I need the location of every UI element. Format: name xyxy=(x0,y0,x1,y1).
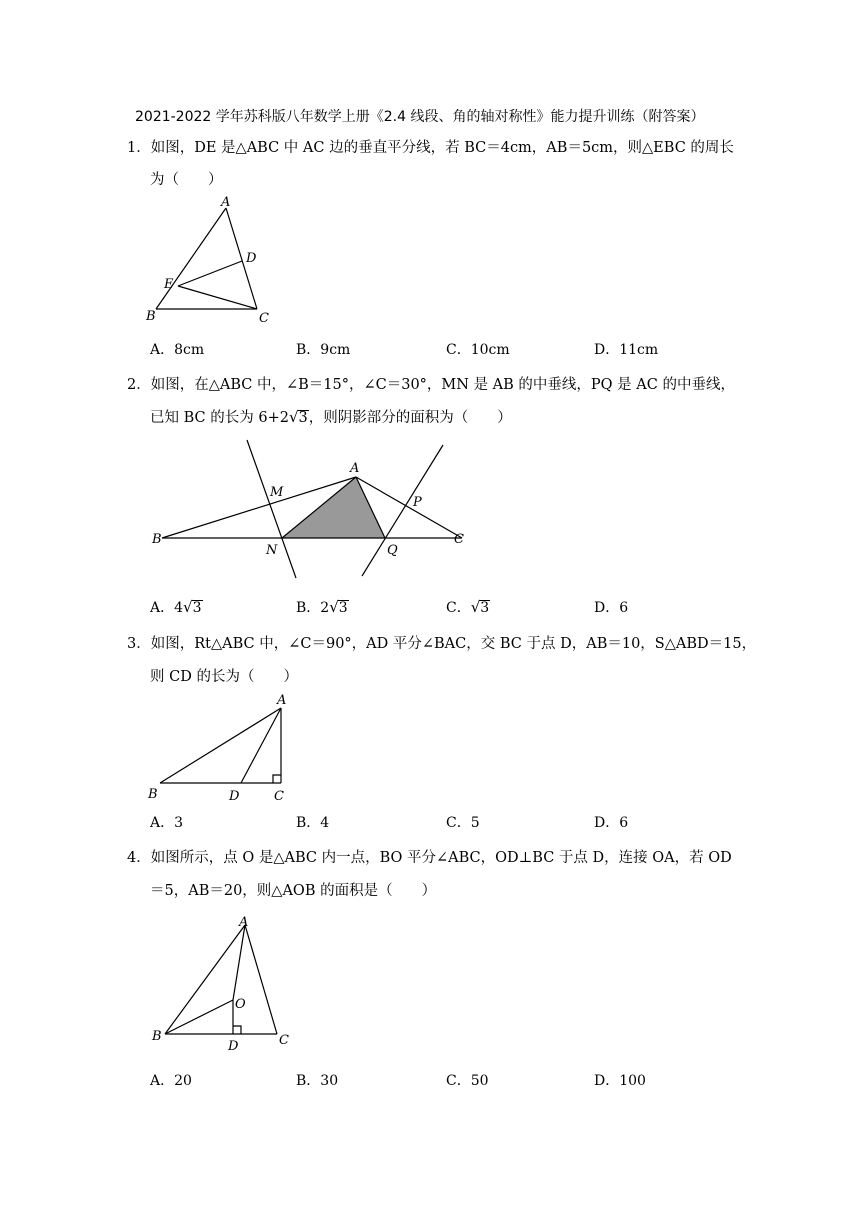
question-1-line-2: 为（ ） xyxy=(150,172,223,188)
q3-label-b: B xyxy=(148,787,158,802)
q2-option-a-letter: A． xyxy=(150,600,175,616)
question-2-text-pre: 已知 BC 的长为 6+2 xyxy=(150,410,289,426)
question-2-option-c[interactable] xyxy=(446,597,490,617)
q1-label-e: E xyxy=(164,277,174,292)
question-4-line-2: ＝5，AB＝20，则△AOB 的面积是（ ） xyxy=(150,883,437,899)
radical-icon: √ xyxy=(470,598,481,616)
q4-segment-ao xyxy=(233,925,245,1000)
q2-option-d-value: 6 xyxy=(619,600,629,616)
q4-segment-ac xyxy=(245,925,277,1034)
question-4-text: 如图所示，点 O 是△ABC 内一点，BO 平分∠ABC，OD⊥BC 于点 D，连接 OA，若 OD xyxy=(150,850,732,866)
q3-label-c: C xyxy=(274,789,284,804)
q4-label-b: B xyxy=(152,1029,162,1044)
q3-label-a: A xyxy=(277,693,287,708)
document-title: 2021-2022 学年苏科版八年数学上册《2.4 线段、角的轴对称性》能力提升训练（附答案） xyxy=(135,109,705,125)
q2-option-b-radicand: 3 xyxy=(338,600,348,616)
q1-segment-ec xyxy=(178,286,257,309)
question-1-number: 1． xyxy=(127,140,151,156)
question-2-option-b[interactable] xyxy=(296,597,349,617)
q2-label-c: C xyxy=(454,532,464,547)
q2-label-m: M xyxy=(270,485,284,500)
question-4-figure xyxy=(140,910,305,1058)
q4-label-a: A xyxy=(239,915,249,930)
q4-label-c: C xyxy=(279,1033,289,1048)
question-3-option-c[interactable]: C．5 xyxy=(446,815,480,831)
question-3-option-a[interactable]: A．3 xyxy=(150,815,184,831)
question-1-text: 如图，DE 是△ABC 中 AC 边的垂直平分线，若 BC＝4cm，AB＝5cm，则△EBC 的周长 xyxy=(150,140,734,156)
question-1-option-c[interactable]: C．10cm xyxy=(446,342,510,358)
question-2-text-post: ，则阴影部分的面积为（ ） xyxy=(308,410,512,426)
radical-icon: √ xyxy=(183,598,193,616)
question-3-text: 如图，Rt△ABC 中，∠C＝90°，AD 平分∠BAC，交 BC 于点 D，AB＝10，S△ABD＝15， xyxy=(150,636,757,652)
q2-option-a-coef: 4 xyxy=(174,600,184,616)
q1-segment-ed xyxy=(178,261,242,286)
q1-label-d: D xyxy=(246,251,257,266)
q1-label-b: B xyxy=(146,309,156,324)
q2-label-n: N xyxy=(266,543,278,558)
q2-line-pq xyxy=(362,445,443,576)
q2-shaded-triangle xyxy=(282,477,385,538)
q2-option-c-letter: C． xyxy=(446,600,471,616)
question-1-line-1 xyxy=(127,136,734,157)
question-2-radicand: 3 xyxy=(298,410,308,426)
question-2-option-d[interactable] xyxy=(594,597,628,617)
q2-label-q: Q xyxy=(387,543,398,558)
q4-right-angle-mark xyxy=(233,1026,241,1034)
q2-label-p: P xyxy=(413,495,422,510)
q3-label-d: D xyxy=(229,789,240,804)
radical-icon: √ xyxy=(288,408,299,426)
q3-segment-ab xyxy=(160,708,281,783)
question-2-option-a[interactable] xyxy=(150,597,203,617)
question-3-number: 3． xyxy=(127,636,151,652)
question-3-line-2: 则 CD 的长为（ ） xyxy=(150,669,298,685)
q2-option-c-radicand: 3 xyxy=(480,600,490,616)
q4-label-o: O xyxy=(235,997,246,1012)
question-3-option-b[interactable]: B．4 xyxy=(296,815,330,831)
question-2-figure xyxy=(140,430,480,582)
question-4-line-1 xyxy=(127,846,732,867)
question-4-option-a[interactable]: A．20 xyxy=(150,1073,192,1089)
q2-option-a-radicand: 3 xyxy=(192,600,202,616)
q1-segment-ab xyxy=(156,208,226,309)
question-4-option-d[interactable]: D．100 xyxy=(594,1073,646,1089)
question-2-text: 如图，在△ABC 中，∠B＝15°，∠C＝30°，MN 是 AB 的中垂线，PQ 是 AC 的中垂线， xyxy=(150,377,735,393)
question-4-option-c[interactable]: C．50 xyxy=(446,1073,489,1089)
q2-option-d-letter: D． xyxy=(594,600,620,616)
q1-label-a: A xyxy=(221,195,231,210)
q1-label-c: C xyxy=(259,311,269,326)
q3-right-angle-mark xyxy=(273,775,281,783)
q3-segment-ad xyxy=(241,708,281,783)
question-3-option-d[interactable]: D．6 xyxy=(594,815,629,831)
q4-segment-bo xyxy=(165,1000,233,1034)
q2-label-a: A xyxy=(350,461,360,476)
question-1-figure xyxy=(140,192,290,327)
question-2-line-2 xyxy=(150,406,512,427)
radical-icon: √ xyxy=(329,598,339,616)
question-4-number: 4． xyxy=(127,850,151,866)
question-3-figure xyxy=(140,688,300,806)
question-3-line-1 xyxy=(127,632,756,653)
question-2-number: 2． xyxy=(127,377,151,393)
q2-label-b: B xyxy=(152,532,162,547)
question-4-option-b[interactable]: B．30 xyxy=(296,1073,339,1089)
q2-option-b-letter: B． xyxy=(296,600,321,616)
q4-label-d: D xyxy=(228,1039,239,1054)
question-1-option-b[interactable]: B．9cm xyxy=(296,342,351,358)
question-1-option-a[interactable]: A．8cm xyxy=(150,342,205,358)
question-2-line-1 xyxy=(127,373,735,394)
question-1-option-d[interactable]: D．11cm xyxy=(594,342,659,358)
q2-option-b-coef: 2 xyxy=(320,600,330,616)
